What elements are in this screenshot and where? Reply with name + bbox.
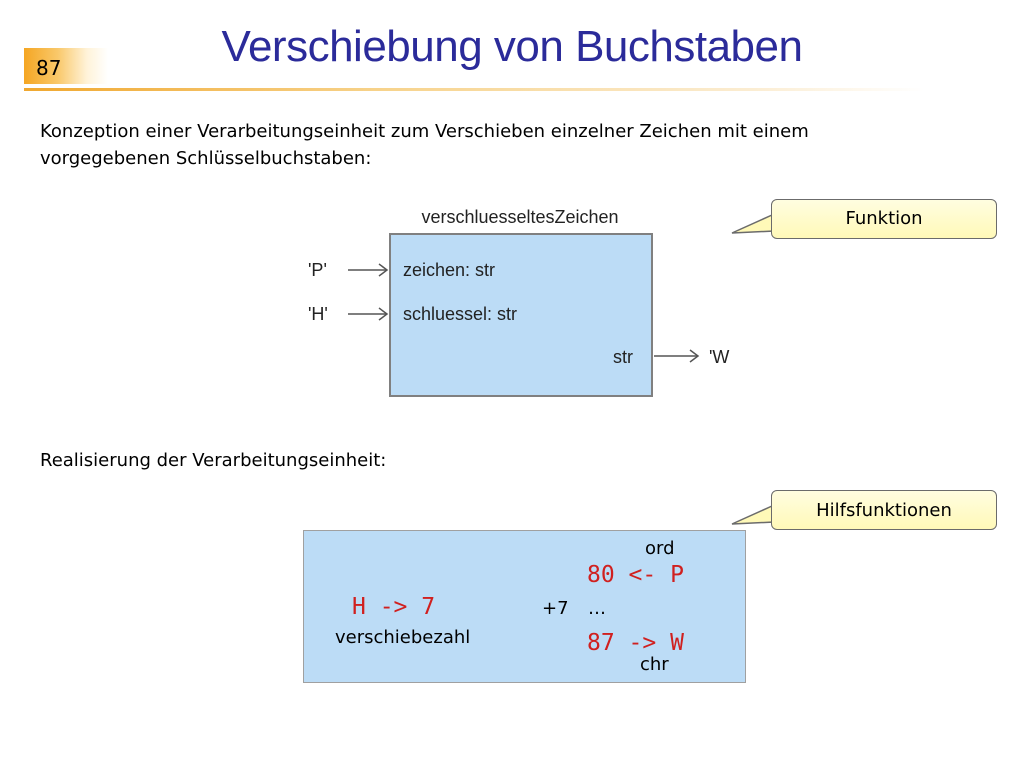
ellipsis: … xyxy=(588,598,606,619)
argument-p: 'P' xyxy=(308,260,327,280)
slide-title: Verschiebung von Buchstaben xyxy=(221,22,803,71)
return-type: str xyxy=(613,347,633,367)
callout-hilfsfunktionen: Hilfsfunktionen xyxy=(771,490,997,530)
chr-line: 87 -> W xyxy=(587,630,684,656)
ord-line: 80 <- P xyxy=(587,562,684,588)
intro-text: Konzeption einer Verarbeitungseinheit zum Verschieben einzelner Zeichen mit einem vorgegebenen Schlüsselbuchstaben: xyxy=(40,121,809,169)
realisierung-text: Realisierung der Verarbeitungseinheit: xyxy=(40,450,387,471)
argument-h: 'H' xyxy=(308,304,328,324)
input-arrows xyxy=(340,258,400,328)
shift-line: H -> 7 xyxy=(352,594,436,620)
parameter-schluessel: schluessel: str xyxy=(403,304,518,324)
output-arrow xyxy=(650,346,710,370)
title-underline xyxy=(24,88,924,91)
verschiebezahl-label: verschiebezahl xyxy=(335,627,471,648)
slide-number: 87 xyxy=(36,56,62,80)
parameter-zeichen: zeichen: str xyxy=(403,260,496,280)
callout-funktion: Funktion xyxy=(771,199,997,239)
chr-label: chr xyxy=(640,654,669,675)
ord-label: ord xyxy=(645,538,675,559)
result-w: 'W xyxy=(709,347,730,367)
function-name: verschluesseltesZeichen xyxy=(421,207,619,227)
plus-seven: +7 xyxy=(542,598,569,619)
